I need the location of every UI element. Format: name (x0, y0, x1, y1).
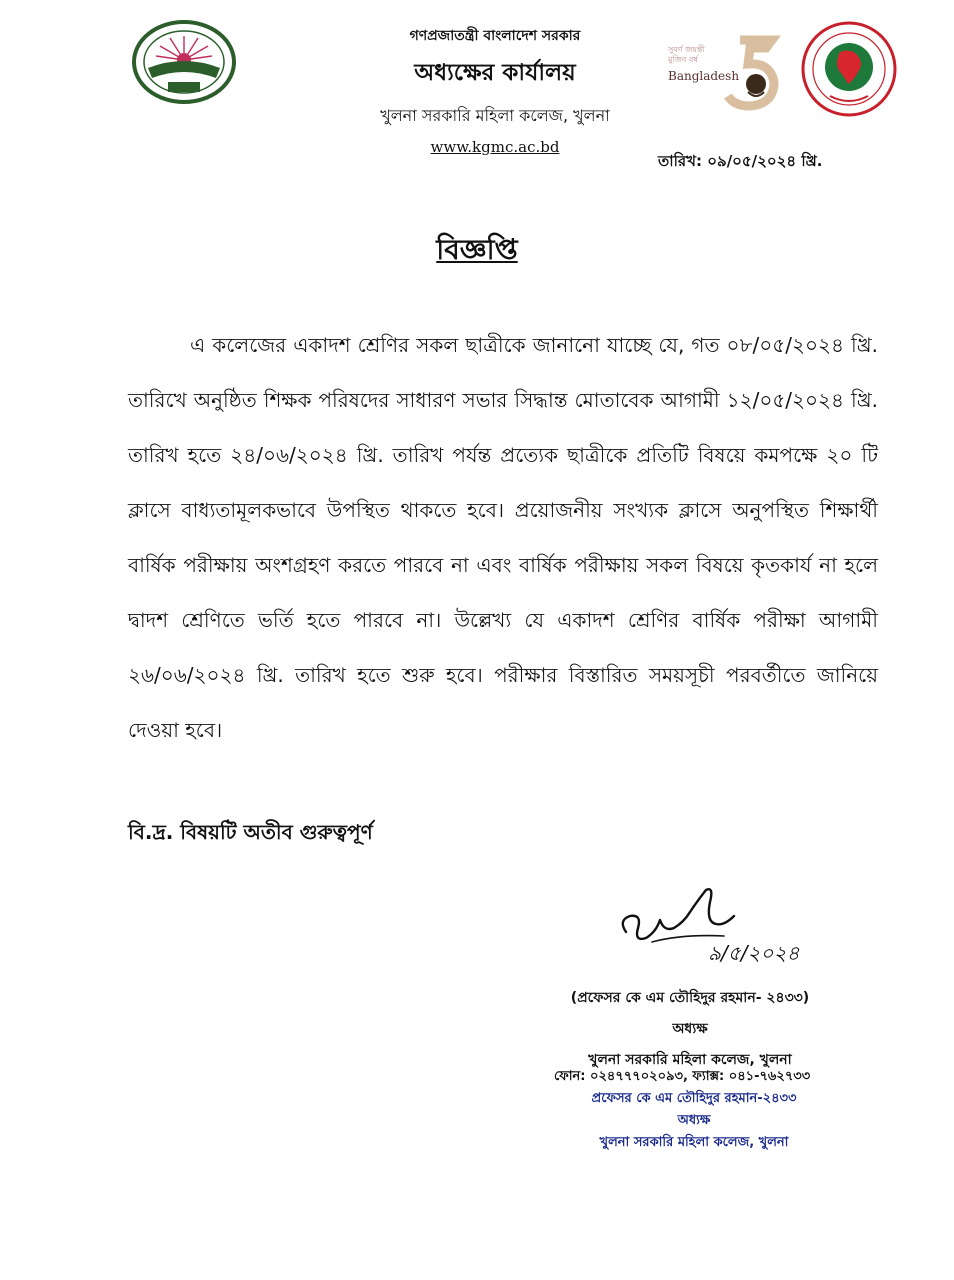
stamp-college: খুলনা সরকারি মহিলা কলেজ, খুলনা (599, 1135, 789, 1150)
signature-block (520, 983, 860, 1076)
notice-paragraph: এ কলেজের একাদশ শ্রেণির সকল ছাত্রীকে জানানো যাচ্ছে যে, গত ০৮/০৫/২০২৪ খ্রি. তারিখে অনুষ্ঠিত শিক্ষক পরিষদের সাধারণ সভার সিদ্ধান্ত মোতাবেক আগামী ১২/০৫/২০২৪ খ্রি. তারিখ হতে ২৪/০৬/২০২৪ খ্রি. তারিখ পর্যন্ত প্রত্যেক ছাত্রীকে প্রতিটি বিষয়ে কমপক্ষে ২০ টি ক্লাসে বাধ্যতামূলকভাবে উপস্থিত থাকতে হবে। প্রয়োজনীয় সংখ্যক ক্লাসে অনুপস্থিত শিক্ষার্থী বার্ষিক পরীক্ষায় অংশগ্রহণ করতে পারবে না এবং বার্ষিক পরীক্ষায় সকল বিষয়ে কৃতকার্য না হলে দ্বাদশ শ্রেণিতে ভর্তি হতে পারবে না। উল্লেখ্য যে একাদশ শ্রেণির বার্ষিক পরীক্ষা আগামী ২৬/০৬/২০২৪ খ্রি. তারিখ হতে শুরু হবে। পরীক্ষার বিস্তারিত সময়সূচী পরবর্তীতে জানিয়ে দেওয়া হবে। (128, 333, 878, 742)
nota-bene: বি.দ্র. বিষয়টি অতীব গুরুত্বপূর্ণ (128, 820, 373, 844)
signatory-designation: অধ্যক্ষ (672, 1021, 708, 1037)
handwritten-signature (612, 882, 822, 974)
website-link[interactable]: www.kgmc.ac.bd (430, 138, 560, 156)
college-emblem-icon (130, 18, 238, 106)
signatory-college: খুলনা সরকারি মহিলা কলেজ, খুলনা (588, 1052, 792, 1068)
stamp-designation: অধ্যক্ষ (677, 1113, 711, 1128)
bd50-label: Bangladesh (668, 69, 740, 83)
government-seal-icon (800, 20, 898, 118)
notice-body (128, 318, 878, 758)
government-line: গণপ্রজাতন্ত্রী বাংলাদেশ সরকার (409, 28, 581, 44)
notice-date: তারিখ: ০৯/০৫/২০২৪ খ্রি. (658, 152, 823, 170)
signatory-name: (প্রফেসর কে এম তৌহিদুর রহমান- ২৪৩৩) (570, 990, 810, 1006)
notice-title: বিজ্ঞপ্তি (436, 233, 518, 266)
notice-title-wrap (0, 228, 954, 275)
official-stamp (548, 1066, 840, 1154)
bangladesh-50-logo (662, 34, 794, 114)
college-name: খুলনা সরকারি মহিলা কলেজ, খুলনা (380, 106, 610, 125)
signature-date: ৯/৫/২০২৪ (708, 941, 800, 965)
stamp-name: প্রফেসর কে এম তৌহিদুর রহমান-২৪৩৩ (591, 1091, 797, 1106)
letterhead (300, 24, 690, 156)
svg-text:সুবর্ণ জয়ন্তী: সুবর্ণ জয়ন্তী (668, 45, 705, 54)
office-title: অধ্যক্ষের কার্যালয় (414, 60, 576, 86)
svg-text:মুজিব বর্ষ: মুজিব বর্ষ (668, 55, 698, 64)
contact-line: ফোন: ০২৪৭৭৭০২০৯৩, ফ্যাক্স: ০৪১-৭৬২৭৩৩ (554, 1069, 811, 1084)
